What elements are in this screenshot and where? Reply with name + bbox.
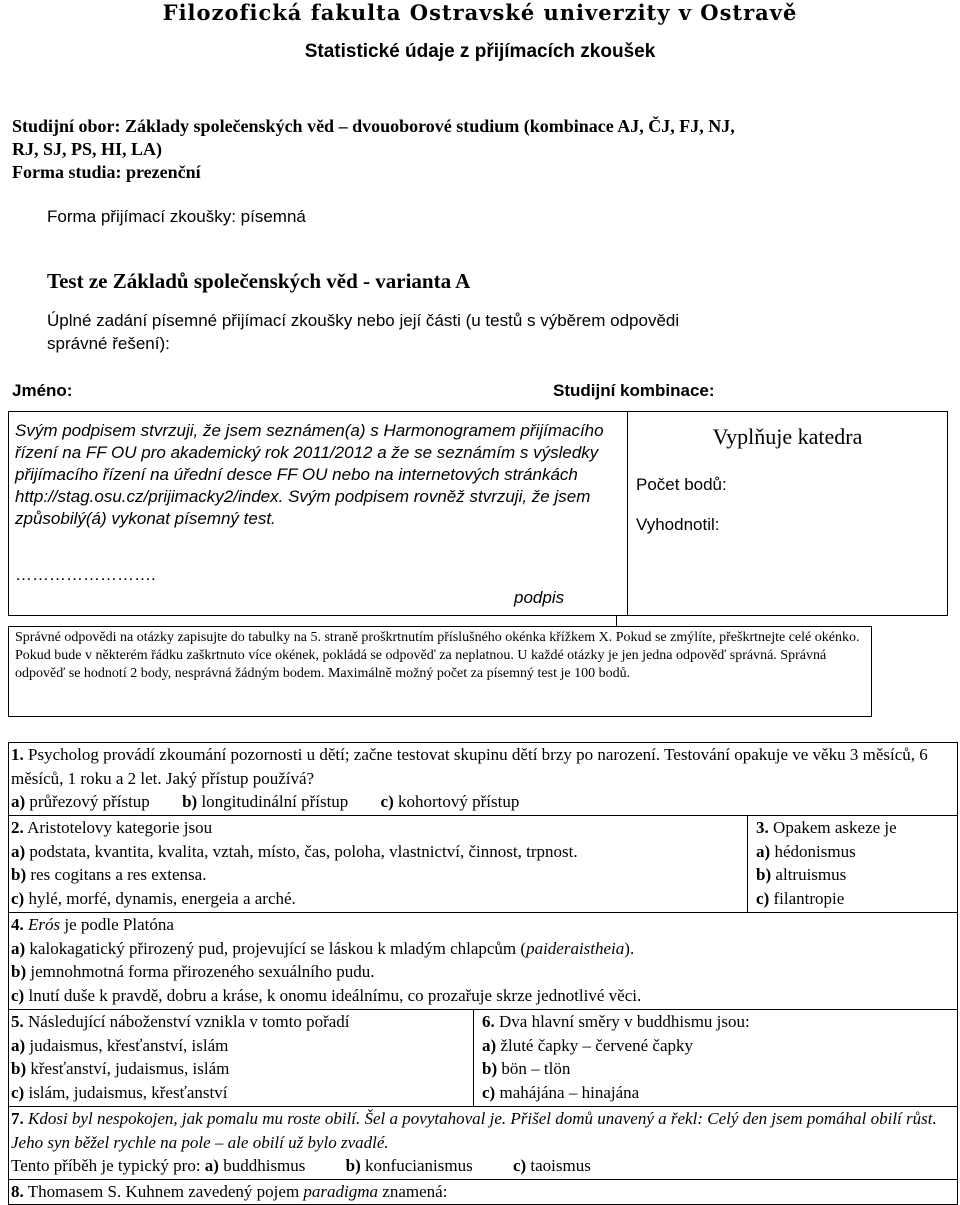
declaration-text: Svým podpisem stvrzuji, že jsem seznámen(a) s Harmonogramem přijímacího řízení na FF OU pro akademický rok 2011/2012 a že se seznámím s výsledky přijímacího řízení na úřední desce FF OU nebo na internetových stránkách http://stag.osu.cz/prijimacky2/index. Svým podpisem rovněž stvrzuji, že jsem způsobilý(á) vykonat písemný test. xyxy=(15,421,604,528)
instructions-text: Správné odpovědi na otázky zapisujte do tabulky na 5. straně proškrtnutím příslušného okénka křížkem X. Pokud se zmýlíte, přeškrtnejte celé okénko. Pokud bude v některém řádku zaškrtnuto více okének, pokládá se odpověď za neplatnou. U každé otázky je jen jedna odpověď správná. Správná odpověď se hodnotí 2 body, nesprávná žádným bodem. Maximálně možný počet za písemný test je 100 bodů. xyxy=(15,630,860,681)
vyhodnotil: Vyhodnotil: xyxy=(636,515,720,534)
question-1: 1. Psycholog provádí zkoumání pozornosti u dětí; začne testovat skupinu dětí brzy po narození. Testování opakuje ve věku 3 měsíců, 6 měsíců, 1 roku a 2 let. Jaký přístup používá? a) průřezový přístup b) longitudinální přístup c) kohortový přístup xyxy=(9,743,958,816)
obor-line-1: Studijní obor: Základy společenských věd – dvouoborové studium (kombinace AJ, ČJ, FJ, NJ, xyxy=(12,116,735,136)
question-6: 6. Dva hlavní směry v buddhismu jsou: a) žluté čapky – červené čapky b) bön – tlön c) mahájána – hinajána xyxy=(474,1010,958,1107)
kombinace-label: Studijní kombinace: xyxy=(553,381,715,400)
declaration-cell xyxy=(9,412,628,616)
katedra-cell xyxy=(628,412,948,616)
instructions-box xyxy=(8,626,872,717)
question-7: 7. Kdosi byl nespokojen, jak pomalu mu roste obilí. Šel a povytahoval je. Přišel domů unavený a řekl: Celý den jsem pomáhal obilí růst. Jeho syn běžel rychle na pole – ale obilí už bylo zvadlé. Tento příběh je typický pro: a) buddhismus b) konfucianismus c) taoismus xyxy=(9,1107,958,1180)
forma-studia: Forma studia: prezenční xyxy=(12,162,201,182)
declaration-box xyxy=(8,411,948,616)
signature-dots: ……………………. xyxy=(15,565,156,584)
questions-table xyxy=(8,742,958,1205)
zadani-line-1: Úplné zadání písemné přijímací zkoušky nebo její části (u testů s výběrem odpovědi xyxy=(47,311,680,330)
podpis-label: podpis xyxy=(514,588,565,607)
jmeno-label: Jméno: xyxy=(12,381,73,400)
question-2: 2. Aristotelovy kategorie jsou a) podstata, kvantita, kvalita, vztah, místo, čas, poloha, vlastnictví, činnost, trpnost. b) res cogitans a res extensa. c) hylé, morfé, dynamis, energeia a arché. xyxy=(9,816,748,913)
document-subtitle: Statistické údaje z přijímacích zkoušek xyxy=(304,41,656,62)
pocet-bodu: Počet bodů: xyxy=(636,475,727,494)
question-3: 3. Opakem askeze je a) hédonismus b) altruismus c) filantropie xyxy=(748,816,958,913)
katedra-title: Vyplňuje katedra xyxy=(712,424,863,449)
question-5: 5. Následující náboženství vznikla v tomto pořadí a) judaismus, křesťanství, islám b) křesťanství, judaismus, islám c) islám, judaismus, křesťanství xyxy=(9,1010,474,1107)
question-8: 8. Thomasem S. Kuhnem zavedený pojem paradigma znamená: xyxy=(9,1180,958,1205)
question-4: 4. Erós je podle Platóna a) kalokagatický přirozený pud, projevující se láskou k mladým chlapcům (paideraistheia). b) jemnohmotná forma přirozeného sexuálního pudu. c) lnutí duše k pravdě, dobru a kráse, k onomu ideálnímu, co prozařuje skrze jednotlivé věci. xyxy=(9,913,958,1010)
zadani-line-2: správné řešení): xyxy=(47,334,170,353)
test-title: Test ze Základů společenských věd - varianta A xyxy=(47,269,471,293)
forma-zkousky: Forma přijímací zkoušky: písemná xyxy=(47,207,306,226)
faculty-title: Filozofická fakulta Ostravské univerzity v Ostravě xyxy=(162,0,798,25)
obor-line-2: RJ, SJ, PS, HI, LA) xyxy=(12,139,163,159)
